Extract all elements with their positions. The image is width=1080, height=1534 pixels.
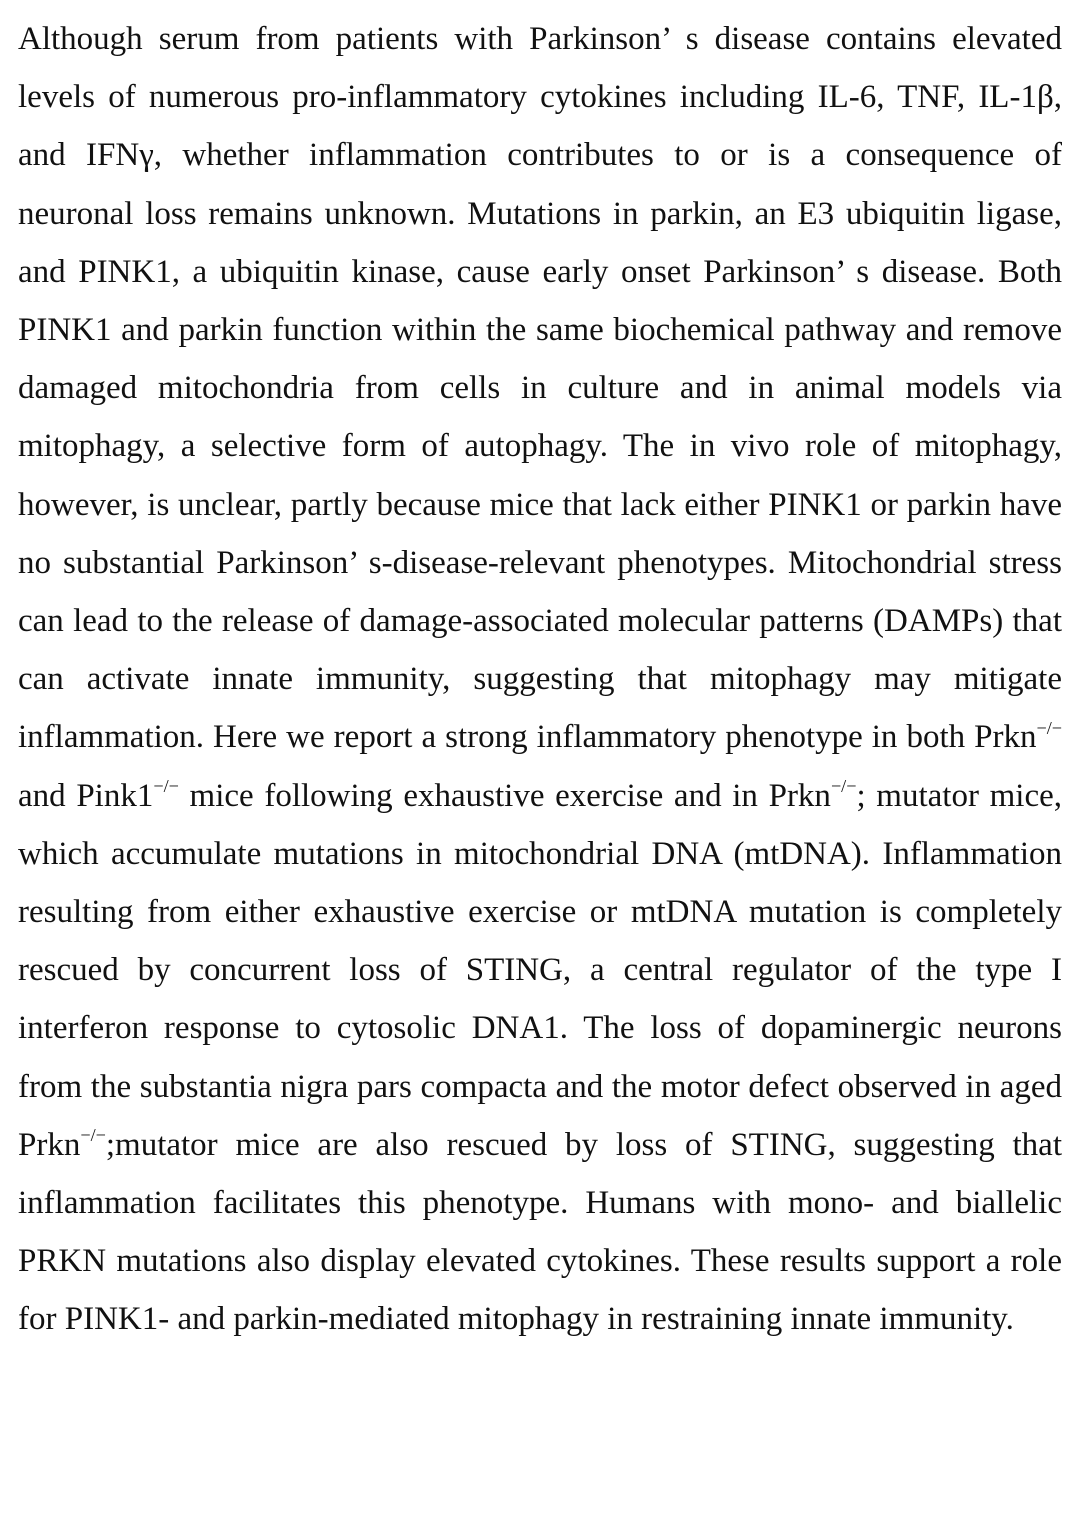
superscript-pink1-knockout: −/−: [153, 775, 179, 796]
abstract-text-3: mice following exhaustive exercise and in Prkn: [178, 777, 831, 814]
superscript-prkn-knockout-1: −/−: [1036, 717, 1062, 738]
abstract-text-1: Although serum from patients with Parkinson’ s disease contains elevated levels of numerous pro-inflammatory cytokines including IL-6, TNF, IL-1β, and IFNγ, whether inflammation contributes to or is a consequence of neuronal loss remains unknown. Mutations in parkin, an E3 ubiquitin ligase, and PINK1, a ubiquitin kinase, cause early onset Parkinson’ s disease. Both PINK1 and parkin function within the same biochemical pathway and remove damaged mitochondria from cells in culture and in animal models via mitophagy, a selective form of autophagy. The in vivo role of mitophagy, however, is unclear, partly because mice that lack either PINK1 or parkin have no substantial Parkinson’ s-disease-relevant phenotypes. Mitochondrial stress can lead to the release of damage-associated molecular patterns (DAMPs) that can activate innate immunity, suggesting that mitophagy may mitigate inflammation. Here we report a strong inflammatory phenotype in both Prkn: [18, 21, 1062, 756]
superscript-prkn-knockout-3: −/−: [80, 1125, 106, 1146]
superscript-prkn-knockout-2: −/−: [830, 775, 857, 796]
abstract-paragraph: [18, 10, 1062, 1349]
abstract-text-2: and Pink1: [18, 777, 154, 814]
abstract-text-5: ;mutator mice are also rescued by loss of STING, suggesting that inflammation facilitates this phenotype. Humans with mono- and biallelic PRKN mutations also display elevated cytokines. These results support a role for PINK1- and parkin-mediated mitophagy in restraining innate immunity.: [18, 1126, 1062, 1338]
abstract-text-4: ; mutator mice, which accumulate mutations in mitochondrial DNA (mtDNA). Inflammation resulting from either exhaustive exercise or mtDNA mutation is completely rescued by concurrent loss of STING, a central regulator of the type I interferon response to cytosolic DNA1. The loss of dopaminergic neurons from the substantia nigra pars compacta and the motor defect observed in aged Prkn: [18, 777, 1062, 1163]
